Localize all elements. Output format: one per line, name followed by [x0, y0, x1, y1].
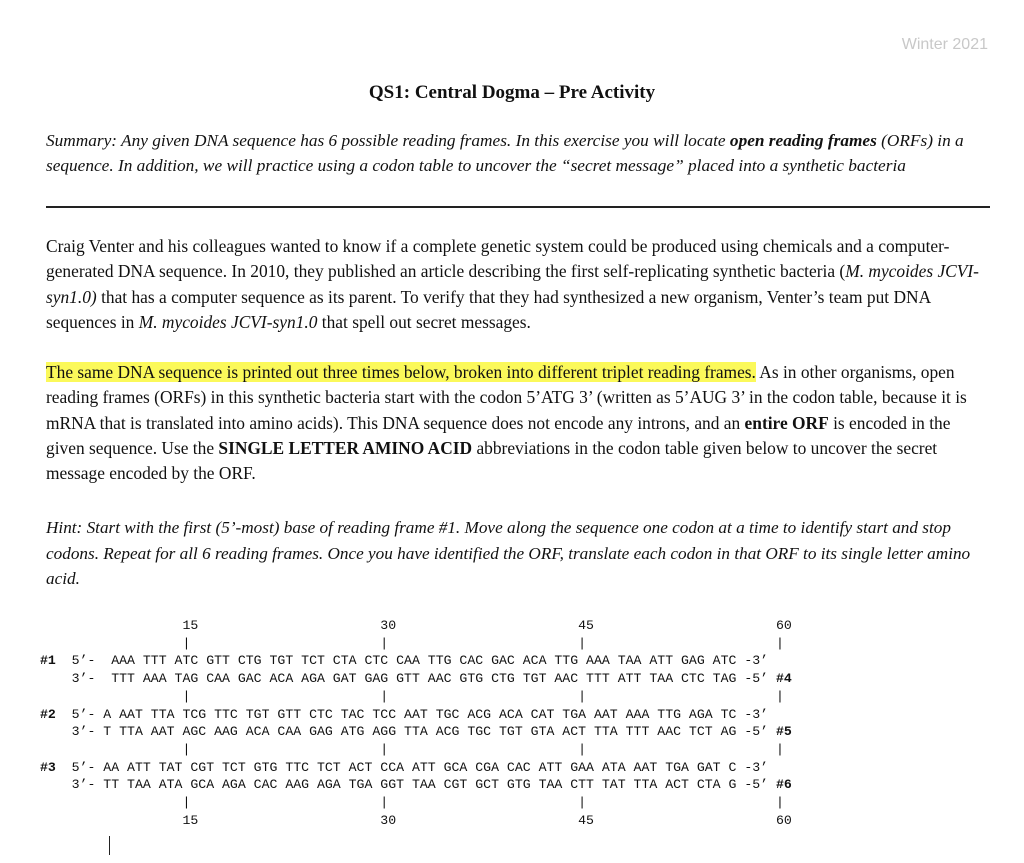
frame-5-label: #5 — [775, 724, 792, 740]
frame-1-label: #1 — [40, 653, 56, 669]
frame-5-strand: 3’- T TTA AAT AGC AAG ACA CAA GAG ATG AGG TTA ACG TGC TGT GTA ACT TTA TTT AAC TCT AG -5’ — [40, 724, 776, 740]
frame-4-label: #4 — [775, 671, 792, 687]
intro-text-3: that spell out secret messages. — [317, 311, 531, 332]
frame-2-strand: 5’- A AAT TTA TCG TTC TGT GTT CTC TAC TCC AAT TGC ACG ACA CAT TGA AAT AAA TTG AGA TC -3’ — [55, 706, 769, 722]
summary-text-1: Summary: Any given DNA sequence has 6 possible reading frames. In this exercise you will locate — [46, 131, 730, 150]
sequence-block — [40, 617, 1000, 829]
intro-italic-1: M. mycoides JCVI-syn1.0) — [46, 261, 979, 307]
summary-text-2: (ORFs) in a sequence. In addition, we will practice using a codon table to uncover the “secret message” placed into a synthetic bacteria — [46, 131, 964, 175]
frame-6-label: #6 — [775, 777, 792, 793]
instructions-bold-1: entire ORF — [744, 412, 829, 433]
intro-italic-2: M. mycoides JCVI-syn1.0 — [138, 311, 318, 332]
frame-3-strand: 5’- AA ATT TAT CGT TCT GTG TTC TCT ACT CCA ATT GCA CGA CAC ATT GAA ATA AAT TGA GAT C -3’ — [55, 759, 769, 775]
instructions-paragraph — [46, 360, 991, 486]
intro-paragraph — [46, 234, 991, 335]
frame-3-label: #3 — [40, 759, 56, 775]
instructions-bold-2: SINGLE LETTER AMINO ACID — [218, 437, 473, 458]
tick-line: | | | | — [40, 635, 784, 651]
summary-paragraph — [46, 128, 986, 178]
text-cursor[interactable] — [109, 836, 110, 855]
instructions-text-3: abbreviations in the codon table given below to uncover the secret message encoded by the ORF. — [46, 437, 938, 484]
intro-text-1: Craig Venter and his colleagues wanted to know if a complete genetic system could be produced using chemicals and a computer-generated DNA sequence. In 2010, they published an article describing the first self-replicating synthetic bacteria ( — [46, 236, 950, 282]
tick-line: | | | | — [40, 741, 784, 757]
tick-line: | | | | — [40, 688, 784, 704]
ruler-bottom: 15 30 45 60 — [40, 812, 792, 828]
summary-bold-term: open reading frames — [729, 131, 877, 150]
term-label: Winter 2021 — [901, 36, 988, 53]
highlighted-sentence: The same DNA sequence is printed out three times below, broken into different triplet reading frames. — [46, 362, 756, 382]
hint-paragraph: Hint: Start with the first (5’-most) base of reading frame #1. Move along the sequence one codon at a time to identify start and stop codons. Repeat for all 6 reading frames. Once you have identified the ORF, translate each codon in that ORF to its single letter amino acid. — [46, 518, 971, 588]
section-divider — [46, 206, 990, 208]
frame-2-label: #2 — [40, 706, 56, 722]
intro-text-2: that has a computer sequence as its parent. To verify that they had synthesized a new organism, Venter’s team put DNA sequences in — [46, 286, 931, 332]
ruler-top: 15 30 45 60 — [40, 618, 792, 633]
page-title: QS1: Central Dogma – Pre Activity — [368, 82, 656, 103]
frame-6-strand: 3’- TT TAA ATA GCA AGA CAC AAG AGA TGA GGT TAA CGT GCT GTG TAA CTT TAT TTA ACT CTA G -5’ — [40, 777, 776, 793]
frame-4-strand: 3’- TTT AAA TAG CAA GAC ACA AGA GAT GAG GTT AAC GTG CTG TGT AAC TTT ATT TAA CTC TAG -5’ — [40, 671, 776, 687]
instructions-text-1: As in other organisms, open reading frames (ORFs) in this synthetic bacteria start with the codon 5’ATG 3’ (written as 5’AUG 3’ in the codon table, because it is mRNA that is translated into amino acids). This DNA sequence does not encode any introns, and an — [46, 362, 967, 433]
instructions-text-2: is encoded in the given sequence. Use the — [46, 412, 951, 458]
frame-1-strand: 5’- AAA TTT ATC GTT CTG TGT TCT CTA CTC CAA TTG CAC GAC ACA TTG AAA TAA ATT GAG ATC -3’ — [55, 653, 769, 669]
tick-line: | | | | — [40, 795, 784, 811]
